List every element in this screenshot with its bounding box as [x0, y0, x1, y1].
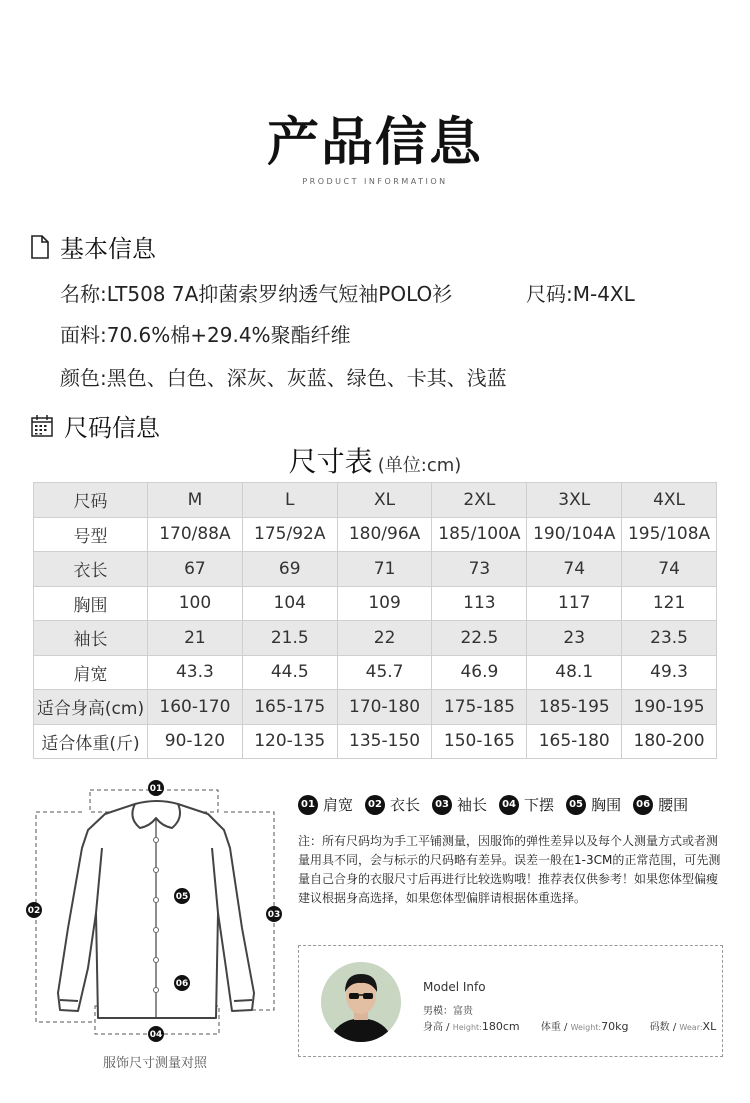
legend-label: 袖长 [457, 796, 488, 814]
table-cell: 195/108A [622, 517, 717, 552]
table-header-cell: 尺码 [34, 483, 148, 518]
table-cell: 46.9 [432, 655, 527, 690]
legend-item [499, 794, 554, 815]
basic-info-title: 基本信息 [60, 235, 156, 263]
size-info-title: 尺码信息 [64, 414, 160, 442]
weight-value: 70kg [601, 1020, 629, 1033]
marker-04 [148, 1026, 164, 1042]
table-cell: 67 [148, 552, 243, 587]
legend-badge: 03 [432, 795, 452, 815]
table-cell: 71 [337, 552, 432, 587]
legend-label: 胸围 [591, 796, 622, 814]
table-cell: 23 [527, 621, 622, 656]
table-cell: 69 [242, 552, 337, 587]
model-role: 男模：富贵 [423, 1006, 473, 1017]
weight-label: 体重 / [540, 1022, 571, 1033]
legend-item [633, 794, 688, 815]
legend-badge: 06 [633, 795, 653, 815]
wear-size-label: 码数 / [649, 1022, 680, 1033]
height-label-en: Height: [452, 1023, 482, 1032]
svg-text:04: 04 [149, 1030, 163, 1040]
table-cell: 100 [148, 586, 243, 621]
table-cell: 165-180 [527, 724, 622, 759]
svg-text:02: 02 [27, 906, 41, 916]
marker-02 [26, 902, 42, 918]
table-cell: 45.7 [337, 655, 432, 690]
table-cell: 121 [622, 586, 717, 621]
table-cell: 190/104A [527, 517, 622, 552]
table-cell: 180/96A [337, 517, 432, 552]
row-label: 适合身高(cm) [34, 690, 148, 725]
shirt-outline [58, 801, 254, 1018]
table-cell: 43.3 [148, 655, 243, 690]
table-cell: 180-200 [622, 724, 717, 759]
table-cell: 49.3 [622, 655, 717, 690]
page-title: 产品信息 [266, 113, 483, 173]
legend-label: 下摆 [524, 796, 555, 814]
size-table-title: 尺寸表 [288, 445, 373, 478]
table-cell: 44.5 [242, 655, 337, 690]
svg-text:01: 01 [149, 784, 163, 794]
wear-size-value: XL [702, 1020, 717, 1033]
product-colors: 颜色:黑色、白色、深灰、灰蓝、绿色、卡其、浅蓝 [60, 366, 507, 390]
marker-05 [174, 888, 190, 904]
measurement-note: 注：所有尺码均为手工平铺测量，因服饰的弹性差异以及每个人测量方式或者测量用具不同，会与标示的尺码略有差异。误差一般在1-3CM的正常范围，可先测量自己合身的衣服尺寸后再进行比较选购哦！推荐表仅供参考！如果您体型偏瘦建议根据身高选择，如果您体型偏胖请根据体重选择。 [298, 834, 721, 905]
table-cell: 150-165 [432, 724, 527, 759]
row-label: 袖长 [34, 621, 148, 656]
model-info-card [298, 945, 723, 1057]
table-cell: 73 [432, 552, 527, 587]
product-name: 名称:LT508 7A抑菌索罗纳透气短袖POLO衫 [60, 282, 453, 306]
legend-item [298, 794, 353, 815]
product-size-range: 尺码:M-4XL [526, 282, 635, 306]
weight-label-en: Weight: [570, 1023, 602, 1032]
size-info-heading [30, 408, 160, 443]
height-label: 身高 / [423, 1022, 453, 1033]
table-header-cell: 3XL [527, 483, 622, 518]
svg-text:05: 05 [175, 892, 189, 902]
table-row [34, 621, 717, 656]
marker-06 [174, 975, 190, 991]
table-row [34, 690, 717, 725]
table-cell: 170/88A [148, 517, 243, 552]
legend-badge: 01 [298, 795, 318, 815]
table-cell: 23.5 [622, 621, 717, 656]
model-info-title: Model Info [423, 980, 486, 994]
table-cell: 175/92A [242, 517, 337, 552]
product-fabric: 面料:70.6%棉+29.4%聚酯纤维 [60, 323, 351, 347]
calendar-icon [30, 414, 54, 438]
model-stats [423, 1018, 734, 1033]
legend-item [566, 794, 621, 815]
legend-badge: 02 [365, 795, 385, 815]
table-cell: 160-170 [148, 690, 243, 725]
page-subtitle: PRODUCT INFORMATION [302, 177, 448, 186]
table-header-cell: 4XL [622, 483, 717, 518]
row-label: 胸围 [34, 586, 148, 621]
table-cell: 117 [527, 586, 622, 621]
legend-badge: 05 [566, 795, 586, 815]
size-table [33, 482, 717, 759]
legend-item [365, 794, 420, 815]
document-icon [30, 235, 50, 259]
table-cell: 109 [337, 586, 432, 621]
size-table-caption [0, 440, 750, 480]
measurement-legend [298, 794, 700, 815]
table-cell: 190-195 [622, 690, 717, 725]
legend-label: 肩宽 [323, 796, 354, 814]
table-cell: 113 [432, 586, 527, 621]
table-row [34, 552, 717, 587]
table-row [34, 655, 717, 690]
table-cell: 22 [337, 621, 432, 656]
shirt-measurement-diagram [20, 778, 290, 1058]
table-cell: 21.5 [242, 621, 337, 656]
table-cell: 185/100A [432, 517, 527, 552]
table-header-cell: XL [337, 483, 432, 518]
row-label: 衣长 [34, 552, 148, 587]
wear-size-label-en: Wear: [679, 1023, 703, 1032]
row-label: 号型 [34, 517, 148, 552]
marker-03 [266, 906, 282, 922]
basic-info-heading [30, 229, 156, 264]
table-header-cell: L [242, 483, 337, 518]
svg-text:06: 06 [175, 979, 189, 989]
table-row [34, 586, 717, 621]
row-label: 适合体重(斤) [34, 724, 148, 759]
legend-badge: 04 [499, 795, 519, 815]
diagram-caption: 服饰尺寸测量对照 [102, 1056, 207, 1071]
table-cell: 175-185 [432, 690, 527, 725]
table-row [34, 724, 717, 759]
table-cell: 185-195 [527, 690, 622, 725]
row-label: 肩宽 [34, 655, 148, 690]
table-cell: 104 [242, 586, 337, 621]
table-header-cell: M [148, 483, 243, 518]
table-cell: 170-180 [337, 690, 432, 725]
legend-item [432, 794, 487, 815]
height-value: 180cm [481, 1020, 520, 1033]
marker-01 [148, 780, 164, 796]
table-cell: 22.5 [432, 621, 527, 656]
legend-label: 腰围 [658, 796, 689, 814]
table-cell: 74 [622, 552, 717, 587]
table-cell: 165-175 [242, 690, 337, 725]
svg-text:03: 03 [267, 910, 281, 920]
table-cell: 135-150 [337, 724, 432, 759]
table-cell: 90-120 [148, 724, 243, 759]
legend-label: 衣长 [390, 796, 421, 814]
table-cell: 74 [527, 552, 622, 587]
table-row [34, 517, 717, 552]
table-cell: 21 [148, 621, 243, 656]
size-table-unit: (单位:cm) [377, 455, 462, 476]
table-cell: 48.1 [527, 655, 622, 690]
table-header-row [34, 483, 717, 518]
table-cell: 120-135 [242, 724, 337, 759]
model-avatar [321, 962, 401, 1042]
table-header-cell: 2XL [432, 483, 527, 518]
